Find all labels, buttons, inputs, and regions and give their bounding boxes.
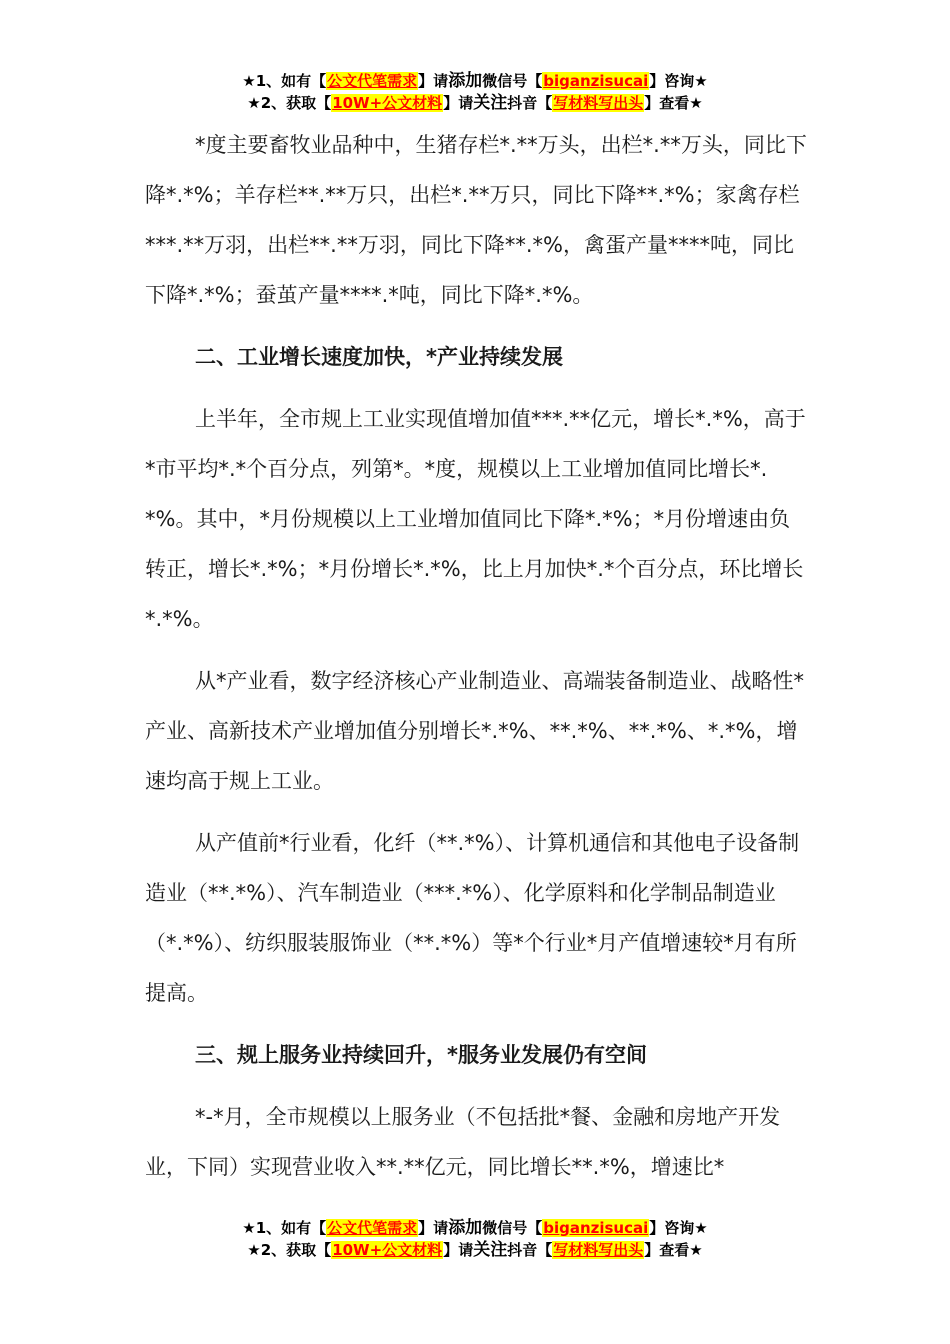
banner-emphasis: 关注	[473, 1240, 508, 1260]
paragraph-industry-growth: 上半年，全市规上工业实现值增加值***.**亿元，增长*.*%，高于*市平均*.*个百分点，列第*。*度，规模以上工业增加值同比增长*.*%。其中，*月份规模以上工业增加值同比下降*.*%；*月份增速由负转正，增长*.*%；*月份增长*.*%，比上月加快*.*个百分点，环比增长*.*%。	[145, 407, 806, 631]
banner-highlight: 写材料写出头	[553, 94, 644, 112]
banner-text: 】咨询★	[649, 72, 708, 90]
banner-text: 微信号【	[482, 1219, 543, 1237]
banner-highlight: 公文代笔需求	[327, 1219, 418, 1237]
banner-text: 】请	[418, 1219, 449, 1237]
banner-text: 微信号【	[482, 72, 543, 90]
banner-highlight: 公文代笔需求	[327, 72, 418, 90]
banner-highlight: 10W+公文材料	[332, 94, 443, 112]
banner-emphasis: 添加	[448, 71, 483, 91]
banner-text: ★2、获取【	[247, 1241, 332, 1259]
banner-highlight: biganzisucai	[543, 72, 649, 90]
banner-line-1	[0, 70, 950, 92]
section-heading-industry: 二、工业增长速度加快，*产业持续发展	[195, 345, 563, 369]
banner-line-2	[0, 92, 950, 114]
section-heading-services: 三、规上服务业持续回升，*服务业发展仍有空间	[195, 1043, 647, 1067]
banner-text: 】请	[443, 94, 474, 112]
footer-banner	[0, 1217, 950, 1261]
banner-line-1	[0, 1217, 950, 1239]
banner-text: 】咨询★	[649, 1219, 708, 1237]
paragraph-top-industries: 从产值前*行业看，化纤（**.*%）、计算机通信和其他电子设备制造业（**.*%）、汽车制造业（***.*%）、化学原料和化学制品制造业（*.*%）、纺织服装服饰业（**.*%）等*个行业*月产值增速较*月有所提高。	[145, 831, 800, 1005]
banner-highlight: 10W+公文材料	[332, 1241, 443, 1259]
banner-text: 】请	[443, 1241, 474, 1259]
banner-line-2	[0, 1239, 950, 1261]
banner-text: ★1、如有【	[242, 72, 327, 90]
document-body	[145, 120, 807, 1204]
banner-highlight: biganzisucai	[543, 1219, 649, 1237]
paragraph-services: *-*月，全市规模以上服务业（不包括批*餐、金融和房地产开发业，下同）实现营业收入**.**亿元，同比增长**.*%，增速比*	[145, 1105, 781, 1179]
paragraph-livestock: *度主要畜牧业品种中，生猪存栏*.**万头，出栏*.**万头，同比下降*.*%；羊存栏**.**万只，出栏*.**万只，同比下降**.*%；家禽存栏***.**万羽，出栏**.**万羽，同比下降**.*%，禽蛋产量****吨，同比下降*.*%；蚕茧产量****.*吨，同比下降*.*%。	[145, 133, 807, 307]
banner-text: ★2、获取【	[247, 94, 332, 112]
banner-text: 抖音【	[507, 94, 553, 112]
banner-text: ★1、如有【	[242, 1219, 327, 1237]
banner-text: 】查看★	[644, 1241, 703, 1259]
banner-emphasis: 关注	[473, 93, 508, 113]
banner-text: 】请	[418, 72, 449, 90]
banner-text: 】查看★	[644, 94, 703, 112]
header-banner	[0, 70, 950, 114]
banner-emphasis: 添加	[448, 1218, 483, 1238]
banner-text: 抖音【	[507, 1241, 553, 1259]
banner-highlight: 写材料写出头	[553, 1241, 644, 1259]
paragraph-industry-sectors: 从*产业看，数字经济核心产业制造业、高端装备制造业、战略性*产业、高新技术产业增加值分别增长*.*%、**.*%、**.*%、*.*%，增速均高于规上工业。	[145, 669, 804, 793]
